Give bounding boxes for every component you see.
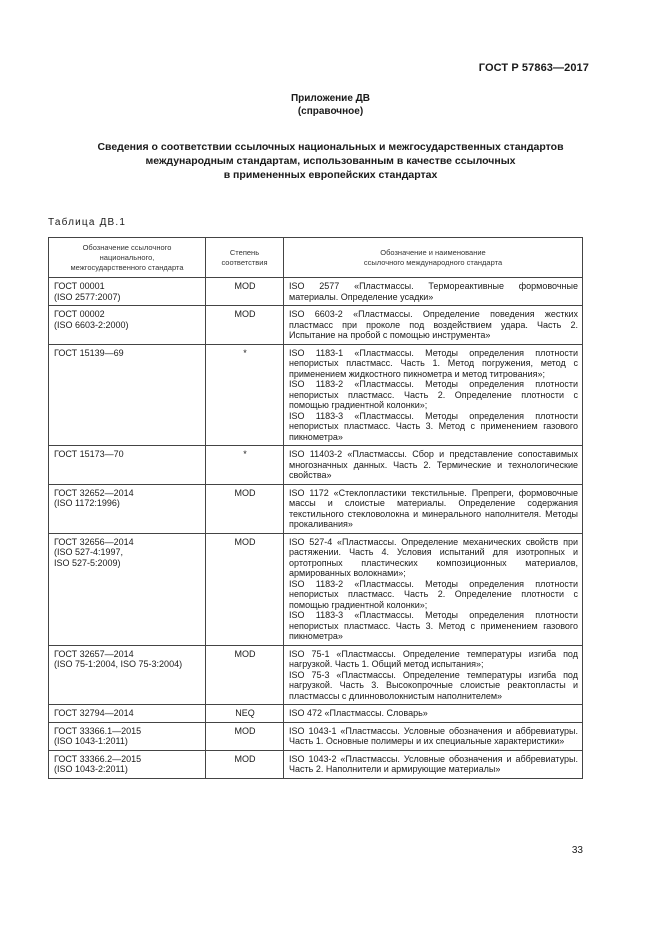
- heading-line: международным стандартам, использованным в качестве ссылочных: [145, 155, 516, 167]
- header-line: Степень: [229, 247, 260, 257]
- national-standard-cell: [49, 446, 206, 485]
- page-number: 33: [571, 845, 583, 856]
- compliance-degree-cell: *: [206, 344, 284, 446]
- table-label: Таблица ДВ.1: [48, 217, 127, 228]
- heading-line: в примененных европейских стандартах: [223, 169, 438, 181]
- compliance-degree-cell: MOD: [206, 645, 284, 705]
- heading-line: Сведения о соответствии ссылочных национальных и межгосударственных стандартов: [97, 141, 564, 153]
- international-standard-cell: [284, 750, 583, 778]
- international-standard-cell: [284, 722, 583, 750]
- international-standard-entry: ISO 11403-2 «Пластмассы. Сбор и представление сопоставимых многозначных данных. Часть 2. Термические и технологические свойства»: [289, 449, 578, 480]
- international-standard-cell: [284, 484, 583, 533]
- international-standard-entry: ISO 1183-3 «Пластмассы. Методы определения плотности непористых пластмасс. Часть 3. Метод с применением газового пикнометра»: [289, 410, 578, 442]
- compliance-degree-cell: MOD: [206, 278, 284, 306]
- national-standard-line: (ISO 1043-1:2011): [54, 736, 128, 746]
- national-standard-cell: [49, 306, 206, 345]
- header-line: соответствия: [221, 257, 268, 267]
- compliance-degree-cell: MOD: [206, 484, 284, 533]
- table-row: [49, 722, 583, 750]
- column-header-international: [284, 238, 583, 278]
- international-standard-entry: ISO 2577 «Пластмассы. Термореактивные формовочные материалы. Определение усадки»: [289, 281, 578, 302]
- national-standard-line: ГОСТ 32657—2014: [54, 648, 134, 659]
- international-standard-cell: [284, 306, 583, 345]
- header-line: ссылочного международного стандарта: [363, 257, 503, 267]
- national-standard-line: (ISO 1043-2:2011): [54, 764, 128, 774]
- annex-block: [0, 92, 661, 118]
- compliance-degree-cell: MOD: [206, 533, 284, 645]
- international-standard-entry: ISO 1183-2 «Пластмассы. Методы определения плотности непористых пластмасс. Часть 2. Определение плотности с помощью градиентной колонки»;: [289, 578, 578, 610]
- national-standard-line: ГОСТ 32794—2014: [54, 708, 134, 718]
- national-standard-cell: [49, 278, 206, 306]
- column-header-national: [49, 238, 206, 278]
- international-standard-entry: ISO 75-3 «Пластмассы. Определение температуры изгиба под нагрузкой. Часть 3. Высокопрочные слоистые реактопласты и пластмассы с длинноволокнистым наполнителем»: [289, 669, 578, 701]
- national-standard-line: ГОСТ 33366.1—2015: [54, 725, 142, 736]
- compliance-degree-cell: *: [206, 446, 284, 485]
- international-standard-cell: [284, 446, 583, 485]
- national-standard-cell: [49, 750, 206, 778]
- national-standard-cell: [49, 533, 206, 645]
- annex-subtitle: (справочное): [297, 106, 364, 117]
- column-header-degree: [206, 238, 284, 278]
- national-standard-line: ГОСТ 33366.2—2015: [54, 753, 142, 764]
- compliance-degree-cell: MOD: [206, 750, 284, 778]
- table-header-row: [49, 238, 583, 278]
- annex-title: Приложение ДВ: [290, 93, 371, 104]
- international-standard-entry: ISO 527-4 «Пластмассы. Определение механических свойств при растяжении. Часть 4. Условия испытаний для изотропных и ортотропных пластических композиционных материалов, армированных волокнами»;: [289, 536, 578, 578]
- international-standard-entry: ISO 1183-1 «Пластмассы. Методы определения плотности непористых пластмасс. Часть 1. Метод погружения, метод с применением жидкостного пикнометра и метод титрования»;: [289, 347, 578, 379]
- national-standard-line: ГОСТ 00001: [54, 281, 105, 291]
- international-standard-entry: ISO 1183-3 «Пластмассы. Методы определения плотности непористых пластмасс. Часть 3. Метод с применением газового пикнометра»: [289, 610, 578, 641]
- national-standard-line: ГОСТ 15139—69: [54, 347, 124, 358]
- national-standard-line: ГОСТ 32656—2014: [54, 536, 134, 547]
- national-standard-line: ГОСТ 32652—2014: [54, 487, 134, 498]
- table-row: [49, 446, 583, 485]
- header-line: национального,: [99, 252, 155, 262]
- international-standard-cell: [284, 344, 583, 446]
- international-standard-entry: ISO 472 «Пластмассы. Словарь»: [289, 708, 428, 718]
- compliance-degree-cell: MOD: [206, 722, 284, 750]
- table-row: [49, 705, 583, 723]
- header-line: межгосударственного стандарта: [70, 262, 184, 272]
- national-standard-cell: [49, 484, 206, 533]
- international-standard-entry: ISO 6603-2 «Пластмассы. Определение поведения жестких пластмасс при проколе под воздействием удара. Часть 2. Испытание на пробой с помощью инструмента»: [289, 309, 578, 340]
- header-line: Обозначение ссылочного: [82, 242, 172, 252]
- table-row: [49, 750, 583, 778]
- international-standard-cell: [284, 645, 583, 705]
- national-standard-line: (ISO 6603-2:2000): [54, 319, 129, 330]
- national-standard-cell: [49, 645, 206, 705]
- table-body: [49, 278, 583, 779]
- table-row: [49, 306, 583, 345]
- international-standard-cell: [284, 533, 583, 645]
- national-standard-line: (ISO 75-1:2004, ISO 75-3:2004): [54, 659, 183, 669]
- document-code: ГОСТ Р 57863—2017: [478, 62, 589, 74]
- table-row: [49, 484, 583, 533]
- international-standard-entry: ISO 1172 «Стеклопластики текстильные. Препреги, формовочные массы и слоистые материалы. Определение содержания текстильного стекловолокна и минерального наполнителя. Методы прокаливания»: [289, 487, 578, 529]
- national-standard-line: (ISO 1172:1996): [54, 498, 120, 508]
- national-standard-cell: [49, 705, 206, 723]
- national-standard-line: ISO 527-5:2009): [54, 557, 121, 568]
- table-row: [49, 278, 583, 306]
- national-standard-line: ГОСТ 00002: [54, 309, 105, 319]
- international-standard-entry: ISO 1043-2 «Пластмассы. Условные обозначения и аббревиатуры. Часть 2. Наполнители и армирующие материалы»: [289, 753, 578, 774]
- international-standard-entry: ISO 75-1 «Пластмассы. Определение температуры изгиба под нагрузкой. Часть 1. Общий метод испытания»;: [289, 648, 578, 669]
- compliance-degree-cell: NEQ: [206, 705, 284, 723]
- international-standard-entry: ISO 1043-1 «Пластмассы. Условные обозначения и аббревиатуры. Часть 1. Основные полимеры и их специальные характеристики»: [289, 725, 578, 746]
- section-heading: [40, 140, 621, 182]
- international-standard-cell: [284, 278, 583, 306]
- national-standard-line: (ISO 2577:2007): [54, 291, 121, 302]
- national-standard-cell: [49, 344, 206, 446]
- header-line: Обозначение и наименование: [380, 247, 486, 257]
- table-row: [49, 533, 583, 645]
- compliance-degree-cell: MOD: [206, 306, 284, 345]
- national-standard-line: ГОСТ 15173—70: [54, 449, 124, 459]
- table-row: [49, 344, 583, 446]
- international-standard-cell: [284, 705, 583, 723]
- international-standard-entry: ISO 1183-2 «Пластмассы. Методы определения плотности непористых пластмасс. Часть 2. Определение плотности с помощью градиентной колонки»;: [289, 379, 578, 410]
- table-row: [49, 645, 583, 705]
- correspondence-table: [48, 237, 583, 779]
- national-standard-cell: [49, 722, 206, 750]
- national-standard-line: (ISO 527-4:1997,: [54, 547, 124, 557]
